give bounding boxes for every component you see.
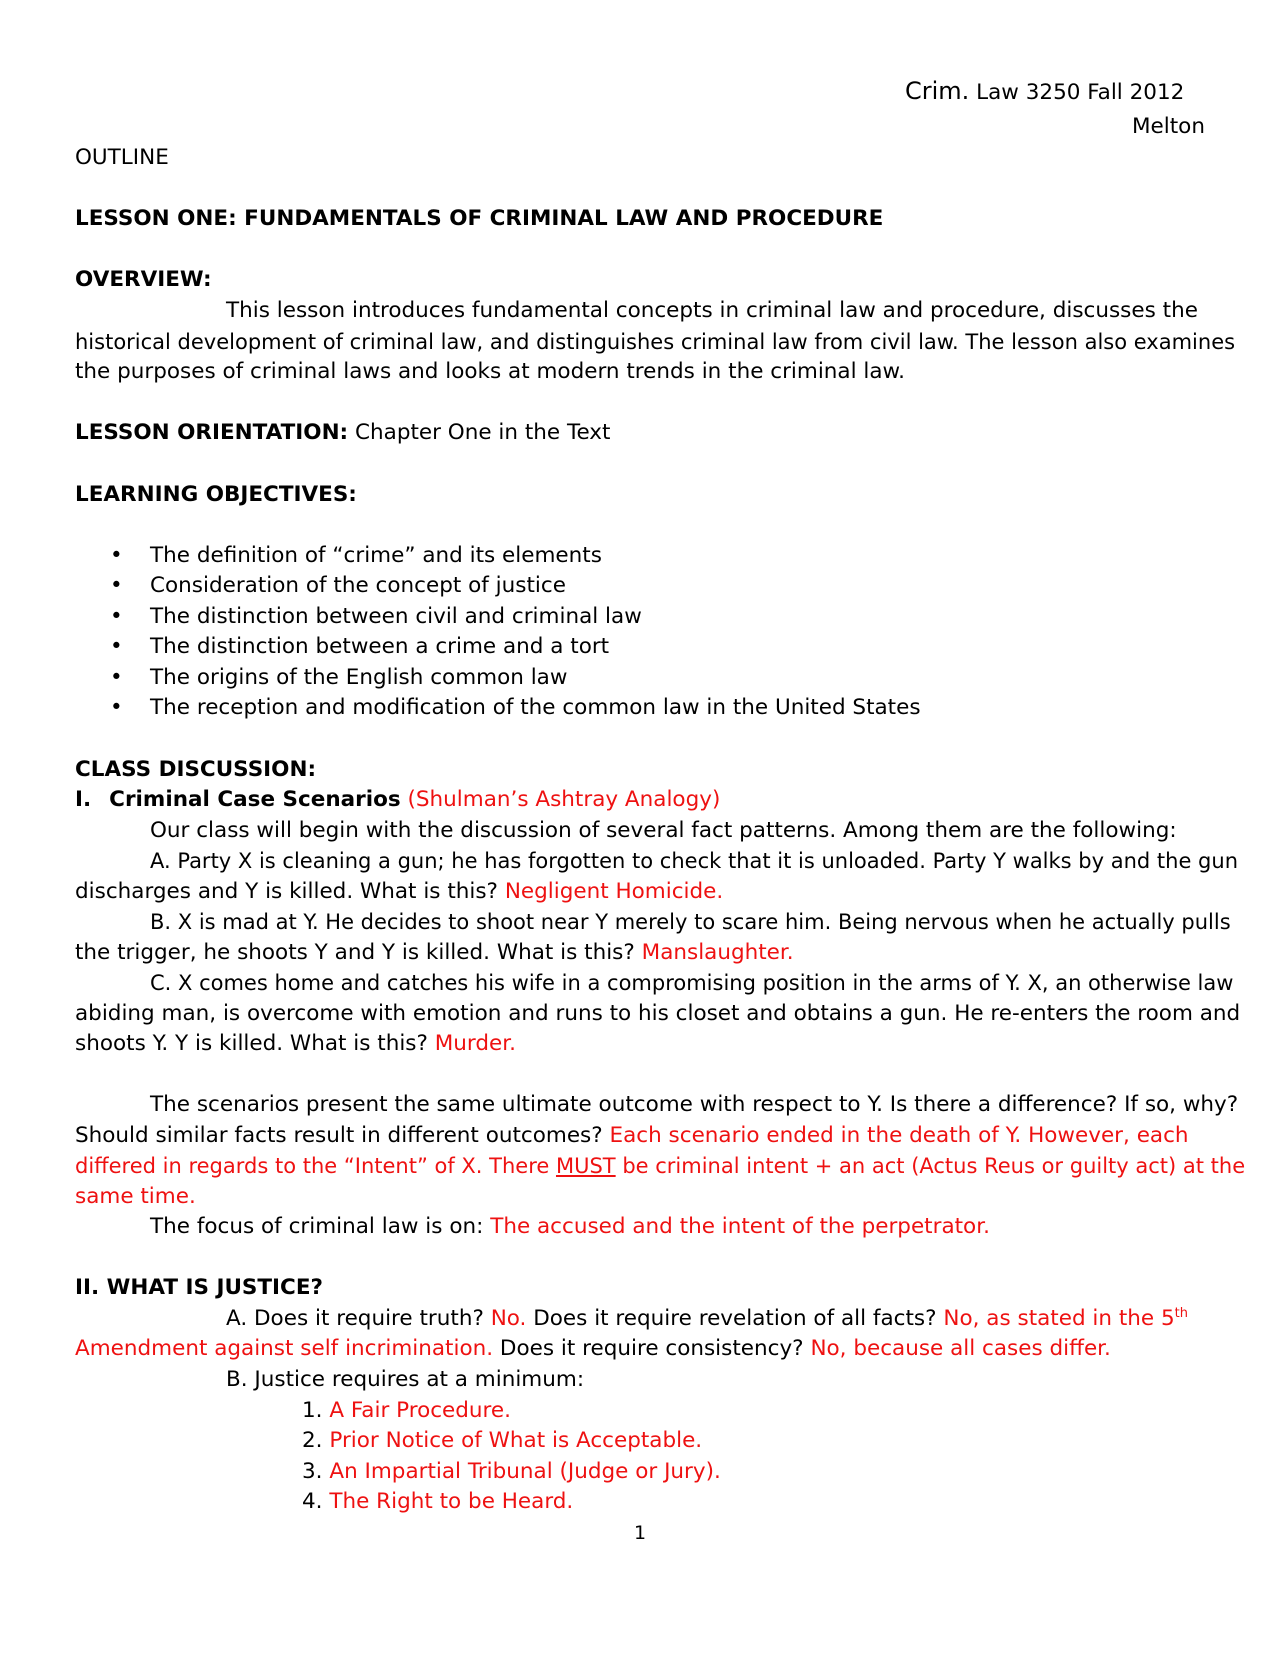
section-one-number: I. <box>75 787 92 812</box>
item-number: 2. <box>302 1428 330 1453</box>
item-number: 3. <box>302 1459 330 1484</box>
bullet: • <box>110 543 123 568</box>
question-text: Should similar facts result in different outcomes? <box>75 1123 610 1148</box>
section-one-title: Criminal Case Scenarios <box>109 787 401 812</box>
justice-question: Does it require truth? <box>247 1306 491 1331</box>
answer-part: be criminal intent + an act (Actus Reus or guilty act) at the <box>615 1154 1246 1178</box>
course-header <box>905 76 1184 108</box>
justice-a-line-2 <box>75 1334 1111 1364</box>
section-one-heading <box>75 785 720 815</box>
justice-question: Does it require consistency? <box>493 1336 811 1361</box>
overview-line-1: This lesson introduces fundamental concepts in criminal law and procedure, discusses the <box>226 298 1198 323</box>
objective-item: The distinction between civil and criminal law <box>150 604 642 629</box>
justice-answer: Amendment against self incrimination. <box>75 1336 494 1361</box>
overview-line-2: historical development of criminal law, and distinguishes criminal law from civil law. The lesson also examines <box>75 330 1236 354</box>
justice-answer: No. <box>490 1306 527 1331</box>
discussion-intro: Our class will begin with the discussion of several fact patterns. Among them are the following: <box>150 818 1177 843</box>
question-line-2 <box>75 1121 1189 1151</box>
focus-answer: The accused and the intent of the perpetrator. <box>490 1214 990 1239</box>
question-answer-line-2 <box>75 1151 1245 1181</box>
justice-a-line-1 <box>226 1304 1188 1334</box>
scenario-c-line-1: C. X comes home and catches his wife in a compromising position in the arms of Y. X, an otherwise law <box>150 971 1234 995</box>
justice-b-label: B. Justice requires at a minimum: <box>226 1367 585 1392</box>
scenario-c-line-2: abiding man, is overcome with emotion and runs to his closet and obtains a gun. He re-enters the room and <box>75 1001 1241 1026</box>
section-one-note: (Shulman’s Ashtray Analogy) <box>400 787 721 812</box>
item-text: The Right to be Heard. <box>329 1489 574 1514</box>
objective-item: The origins of the English common law <box>150 665 568 690</box>
scenario-b-question: the trigger, he shoots Y and Y is killed. What is this? <box>75 940 642 965</box>
outline-label: OUTLINE <box>75 145 169 170</box>
scenario-b-line-1: B. X is mad at Y. He decides to shoot near Y merely to scare him. Being nervous when he actually pulls <box>150 910 1231 934</box>
emphasis-must: MUST <box>555 1154 616 1178</box>
item-text: Prior Notice of What is Acceptable. <box>329 1428 703 1453</box>
justice-answer: No, as stated in the 5 <box>943 1306 1175 1331</box>
item-text: An Impartial Tribunal (Judge or Jury). <box>329 1459 721 1484</box>
bullet: • <box>110 573 123 598</box>
lesson-title: LESSON ONE: FUNDAMENTALS OF CRIMINAL LAW AND PROCEDURE <box>75 206 884 231</box>
bullet: • <box>110 695 123 720</box>
justice-heading: II. WHAT IS JUSTICE? <box>75 1275 323 1300</box>
justice-answer: No, because all cases differ. <box>810 1336 1111 1361</box>
orientation-heading: LESSON ORIENTATION: <box>75 420 349 445</box>
scenario-c-line-3 <box>75 1029 516 1059</box>
scenario-a-answer: Negligent Homicide. <box>504 879 724 904</box>
scenario-c-question: shoots Y. Y is killed. What is this? <box>75 1031 435 1056</box>
objectives-heading: LEARNING OBJECTIVES: <box>75 482 357 507</box>
objective-item: Consideration of the concept of justice <box>150 573 566 598</box>
question-line-1: The scenarios present the same ultimate outcome with respect to Y. Is there a difference? If so, why? <box>150 1092 1239 1117</box>
scenario-c-answer: Murder. <box>434 1031 516 1056</box>
objective-item: The distinction between a crime and a tort <box>150 634 610 659</box>
page-number: 1 <box>634 1522 647 1544</box>
orientation-text: Chapter One in the Text <box>348 420 611 445</box>
answer-part: differed in regards to the “Intent” of X. There <box>75 1154 556 1178</box>
scenario-a-question: discharges and Y is killed. What is this? <box>75 879 505 904</box>
justice-question: Does it require revelation of all facts? <box>526 1306 944 1331</box>
item-text: A Fair Procedure. <box>329 1398 511 1423</box>
scenario-a-line-1: A. Party X is cleaning a gun; he has forgotten to check that it is unloaded. Party Y walks by and the gun <box>150 849 1239 873</box>
course-info: Law 3250 Fall 2012 <box>969 80 1185 105</box>
justice-item <box>302 1396 511 1426</box>
discussion-heading: CLASS DISCUSSION: <box>75 757 317 782</box>
scenario-b-line-2 <box>75 938 794 968</box>
objective-item: The definition of “crime” and its elements <box>150 543 602 568</box>
focus-text: The focus of criminal law is on: <box>150 1214 491 1239</box>
bullet: • <box>110 634 123 659</box>
bullet: • <box>110 665 123 690</box>
scenario-a-line-2 <box>75 877 723 907</box>
item-number: 1. <box>302 1398 330 1423</box>
item-number: 4. <box>302 1489 330 1514</box>
lesson-orientation <box>75 418 610 448</box>
question-answer-line-3: same time. <box>75 1184 196 1209</box>
justice-item <box>302 1457 721 1487</box>
course-prefix: Crim. <box>905 77 970 105</box>
superscript: th <box>1174 1306 1189 1321</box>
question-answer-1: Each scenario ended in the death of Y. However, each <box>609 1123 1189 1148</box>
justice-a-label: A. <box>226 1306 248 1331</box>
justice-item <box>302 1487 573 1517</box>
objective-item: The reception and modification of the common law in the United States <box>150 695 921 720</box>
bullet: • <box>110 604 123 629</box>
overview-line-3: the purposes of criminal laws and looks at modern trends in the criminal law. <box>75 359 906 384</box>
overview-heading: OVERVIEW: <box>75 267 212 292</box>
scenario-b-answer: Manslaughter. <box>641 940 794 965</box>
focus-line <box>150 1212 990 1242</box>
instructor-name: Melton <box>1132 114 1205 139</box>
justice-item <box>302 1426 702 1456</box>
